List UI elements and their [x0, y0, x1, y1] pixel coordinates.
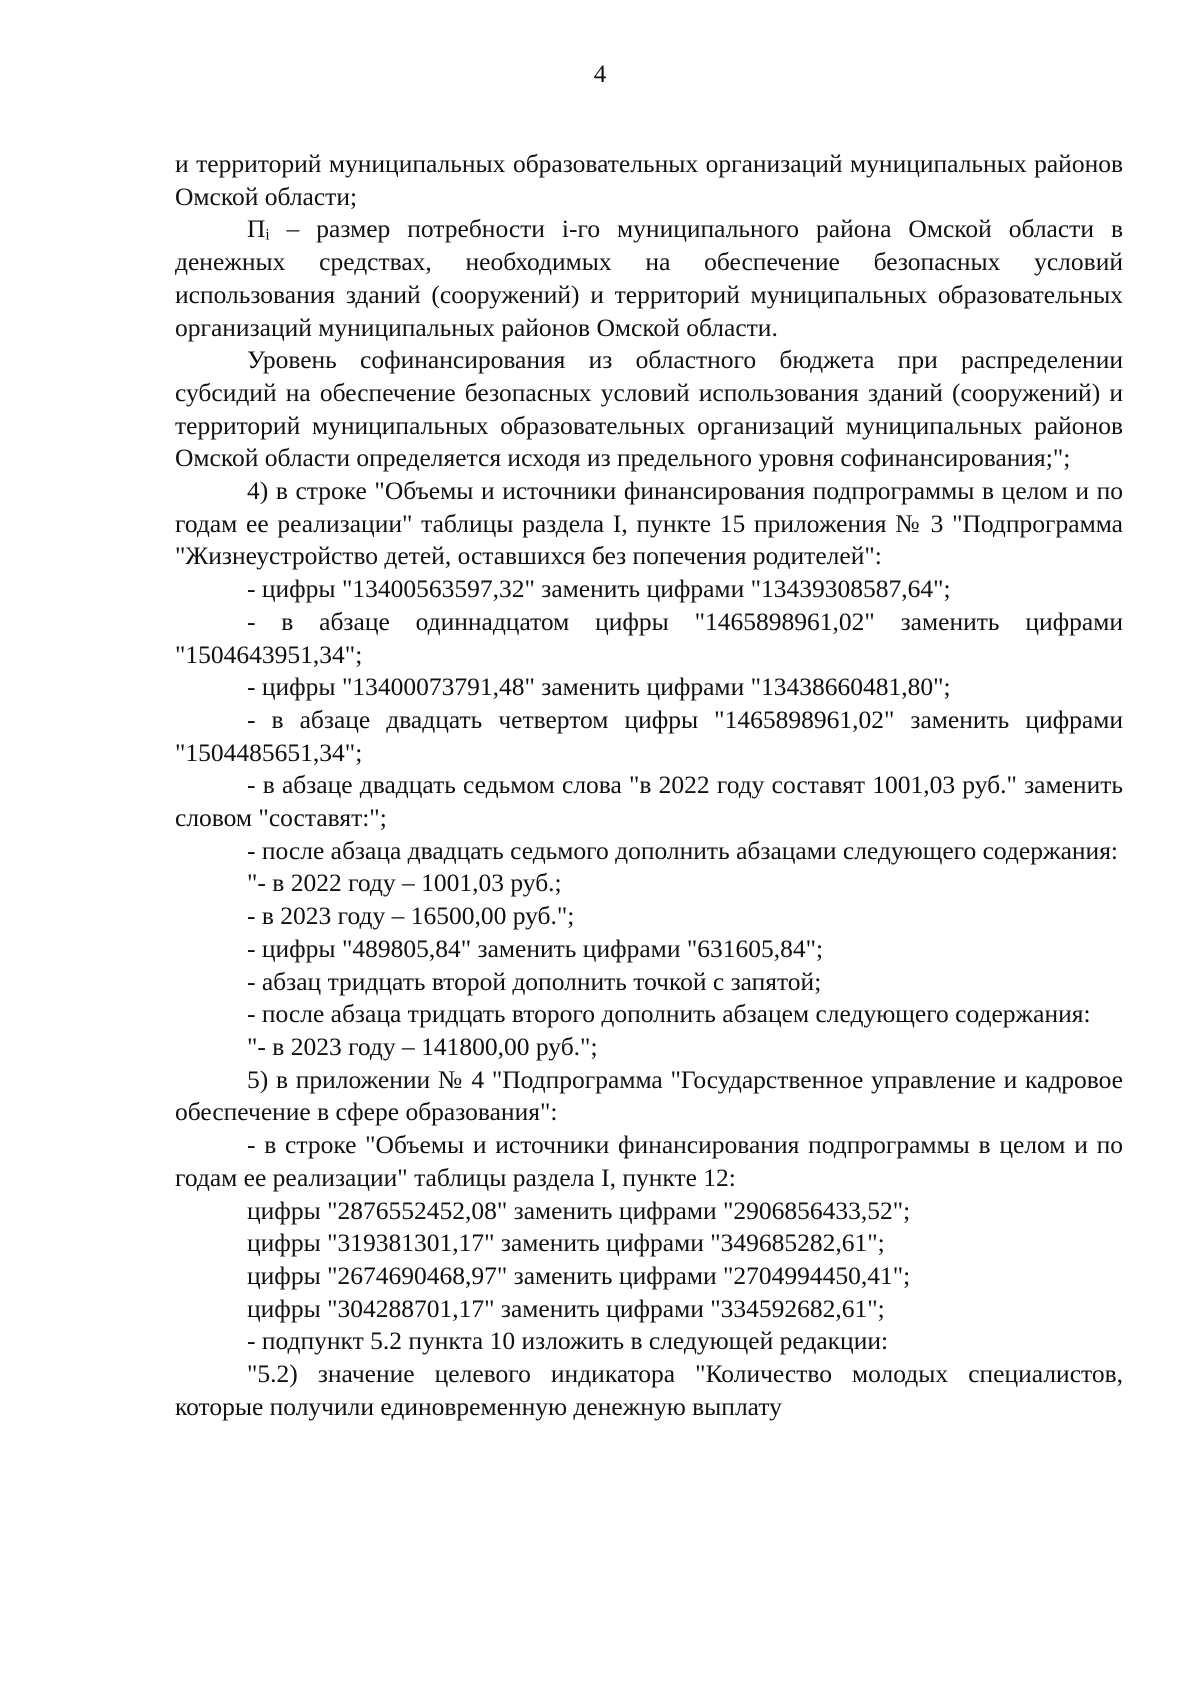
paragraph: - цифры "13400073791,48" заменить цифрами "13438660481,80";	[247, 672, 951, 702]
paragraph: цифры "2876552452,08" заменить цифрами "2906856433,52";	[247, 1195, 911, 1225]
paragraph: цифры "319381301,17" заменить цифрами "349685282,61";	[247, 1228, 885, 1258]
paragraph: Пᵢ – размер потребности i-го муниципального района Омской области в денежных средствах, необходимых на обеспечение безопасных условий использования зданий (сооружений) и территорий муниципальных образовательных организаций муниципальных районов Омской области.	[175, 214, 1123, 342]
paragraph: "- в 2023 году – 141800,00 руб.";	[247, 1031, 598, 1061]
paragraph: 4) в строке "Объемы и источники финансирования подпрограммы в целом и по годам ее реализации" таблицы раздела I, пункте 15 приложения № 3 "Подпрограмма "Жизнеустройство детей, оставшихся без попечения родителей":	[175, 476, 1123, 571]
paragraph: - в абзаце одиннадцатом цифры "1465898961,02" заменить цифрами "1504643951,34";	[175, 606, 1123, 669]
paragraph: - после абзаца тридцать второго дополнить абзацем следующего содержания:	[247, 999, 1091, 1029]
paragraph: - после абзаца двадцать седьмого дополнить абзацами следующего содержания:	[247, 835, 1119, 865]
paragraph: - цифры "489805,84" заменить цифрами "631605,84";	[247, 933, 824, 963]
paragraph: - в строке "Объемы и источники финансирования подпрограммы в целом и по годам ее реализации" таблицы раздела I, пункте 12:	[175, 1130, 1123, 1192]
paragraph: - абзац тридцать второй дополнить точкой с запятой;	[247, 966, 822, 996]
paragraph: Уровень софинансирования из областного бюджета при распределении субсидий на обеспечение безопасных условий использования зданий (сооружений) и территорий муниципальных образовательных организаций муниципальных районов Омской области определяется исходя из предельного уровня софинансирования;";	[175, 345, 1123, 473]
paragraph: - в абзаце двадцать седьмом слова "в 2022 году составят 1001,03 руб." заменить словом "составят:";	[175, 770, 1123, 833]
document-body	[175, 148, 1123, 1423]
paragraph: "5.2) значение целевого индикатора "Количество молодых специалистов, которые получили единовременную денежную выплату	[175, 1359, 1123, 1421]
paragraph: цифры "2674690468,97" заменить цифрами "2704994450,41";	[247, 1260, 911, 1290]
paragraph: - в абзаце двадцать четвертом цифры "1465898961,02" заменить цифрами "1504485651,34";	[175, 704, 1123, 767]
paragraph: цифры "304288701,17" заменить цифрами "334592682,61";	[247, 1293, 885, 1323]
paragraph: "- в 2022 году – 1001,03 руб.;	[247, 868, 562, 898]
paragraph: - в 2023 году – 16500,00 руб.";	[247, 901, 575, 931]
paragraph: 5) в приложении № 4 "Подпрограмма "Государственное управление и кадровое обеспечение в сфере образования":	[175, 1064, 1123, 1127]
paragraph: и территорий муниципальных образовательных организаций муниципальных районов Омской области;	[175, 149, 1123, 211]
page-number: 4	[593, 61, 607, 88]
paragraph: - цифры "13400563597,32" заменить цифрами "13439308587,64";	[247, 574, 951, 604]
paragraph: - подпункт 5.2 пункта 10 изложить в следующей редакции:	[247, 1326, 889, 1356]
